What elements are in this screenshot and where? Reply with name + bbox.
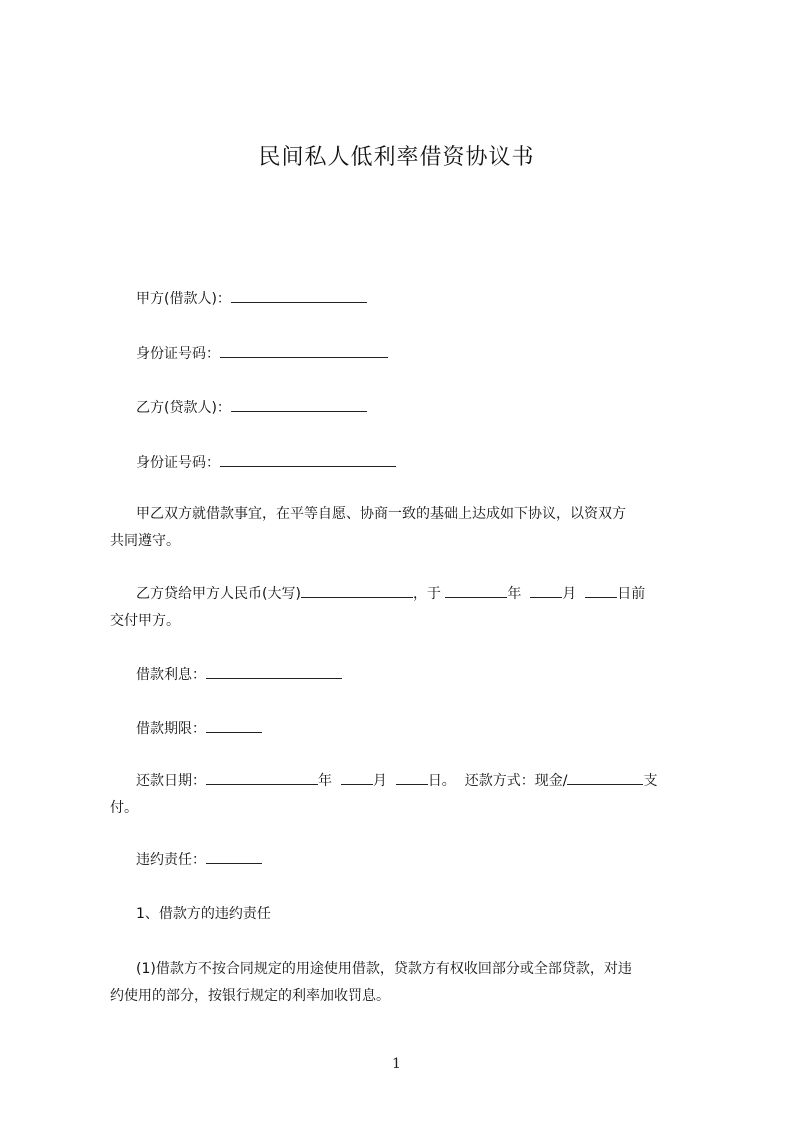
repay-method-label: 还款方式：现金/	[464, 773, 568, 789]
repay-line-2: 付。	[110, 800, 138, 816]
interest-line	[110, 662, 710, 689]
repay-month-blank	[341, 770, 373, 785]
loan-year-blank	[445, 583, 507, 598]
party-b-blank	[231, 397, 367, 412]
party-a-line	[110, 286, 710, 313]
document-title: 民间私人低利率借资协议书	[258, 145, 535, 170]
repay-year-label: 年	[318, 773, 332, 789]
party-b-id-blank	[220, 452, 396, 467]
loan-month-blank	[530, 583, 562, 598]
party-b-id-label: 身份证号码：	[136, 455, 220, 471]
loan-paragraph	[110, 581, 710, 635]
term-label: 借款期限：	[136, 721, 206, 737]
repay-month-label: 月	[372, 773, 387, 789]
repay-paragraph	[110, 768, 710, 822]
repay-day-label: 日。	[427, 773, 456, 789]
party-b-label: 乙方(贷款人)：	[136, 400, 231, 416]
loan-comma-yu: ，于	[412, 586, 441, 602]
clause-1-1-line-1: (1)借款方不按合同规定的用途使用借款，贷款方有权收回部分或全部贷款，对违	[136, 961, 632, 977]
party-a-id-blank	[220, 343, 388, 358]
party-b-line	[110, 395, 710, 422]
loan-day-blank	[585, 583, 617, 598]
interest-label: 借款利息：	[136, 667, 206, 683]
repay-date-label: 还款日期：	[136, 773, 206, 789]
liability-label: 违约责任：	[136, 852, 206, 868]
clause-1-heading: 1、借款方的违约责任	[136, 906, 271, 922]
party-a-label: 甲方(借款人)：	[136, 291, 231, 307]
loan-line-2: 交付甲方。	[110, 613, 180, 629]
pay-suffix: 支	[643, 773, 658, 789]
party-a-id-line	[110, 341, 710, 368]
term-line	[110, 716, 710, 743]
loan-month-label: 月	[562, 586, 577, 602]
repay-date-blank	[206, 770, 318, 785]
loan-amount-blank	[301, 583, 413, 598]
loan-prefix: 乙方贷给甲方人民币(大写)	[136, 586, 301, 602]
clause-1-heading-line	[110, 901, 710, 928]
clause-1-1-paragraph	[110, 956, 710, 1010]
intro-paragraph	[110, 501, 710, 555]
repay-day-blank	[396, 770, 428, 785]
page-number: 1	[392, 1056, 401, 1072]
party-a-blank	[231, 288, 367, 303]
interest-blank	[206, 664, 342, 679]
intro-line-2: 共同遵守。	[110, 533, 180, 549]
repay-method-blank	[567, 770, 643, 785]
loan-day-before-label: 日前	[617, 586, 646, 602]
liability-blank	[206, 849, 262, 864]
intro-line-1: 甲乙双方就借款事宜，在平等自愿、协商一致的基础上达成如下协议，以资双方	[136, 506, 626, 522]
clause-1-1-line-2: 约使用的部分，按银行规定的利率加收罚息。	[110, 988, 390, 1004]
loan-year-label: 年	[507, 586, 522, 602]
liability-line	[110, 847, 710, 874]
party-b-id-line	[110, 450, 710, 477]
term-blank	[206, 718, 262, 733]
party-a-id-label: 身份证号码：	[136, 346, 220, 362]
